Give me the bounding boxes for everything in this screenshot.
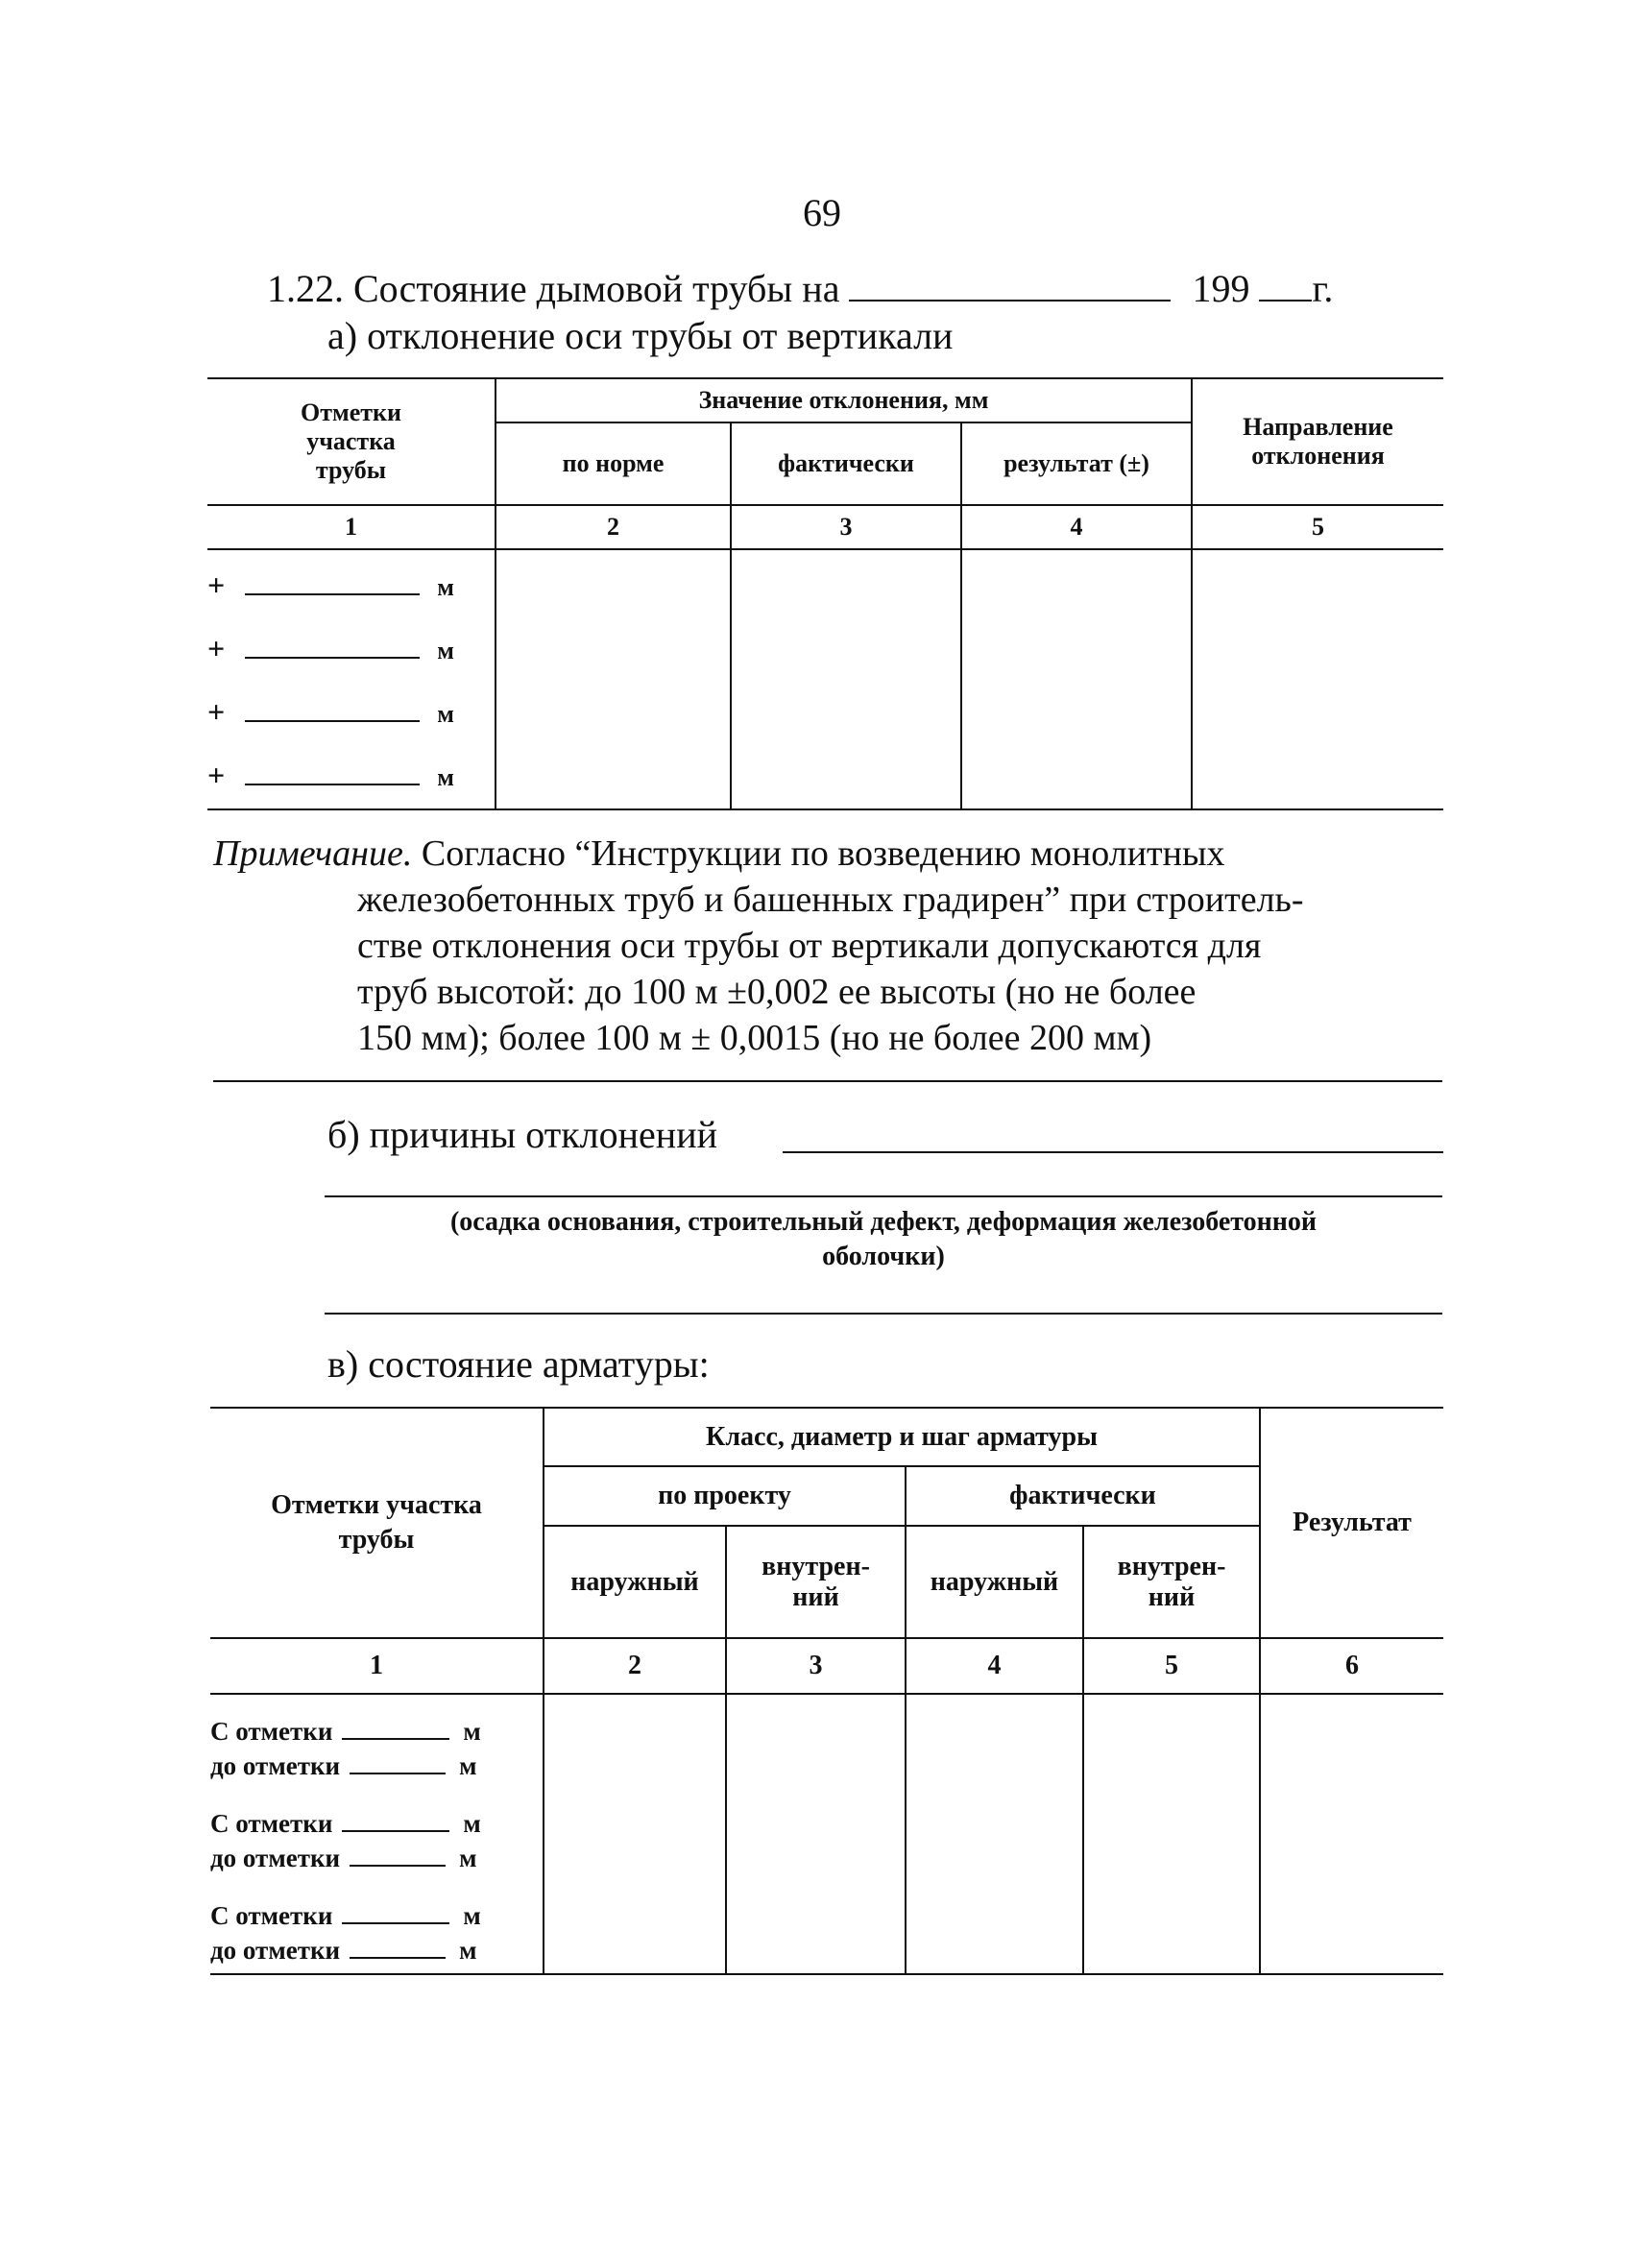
column-number: 5 <box>1083 1638 1260 1694</box>
col-header-inner: внутрен-ний <box>726 1526 906 1638</box>
note-label: Примечание. <box>213 833 413 874</box>
col-header-direction: Направление отклонения <box>1192 378 1443 505</box>
from-blank[interactable] <box>342 1738 449 1740</box>
to-blank[interactable] <box>350 1865 446 1867</box>
divider <box>213 1080 1442 1082</box>
note-line: 150 мм); более 100 м ± 0,0015 (но не более 200 мм) <box>357 1018 1152 1058</box>
part-a-title: а) отклонение оси трубы от вертикали <box>327 314 954 357</box>
column-number: 4 <box>961 505 1192 549</box>
reasons-hint: (осадка основания, строительный дефект, деформация железобетонной оболочки) <box>449 1207 1318 1271</box>
to-blank[interactable] <box>350 1957 446 1959</box>
row-marks-cell <box>207 549 496 809</box>
height-blank[interactable] <box>245 784 420 785</box>
actual-value-cell[interactable] <box>731 549 961 809</box>
col-header-marks: Отметки участка трубы <box>207 378 496 505</box>
project-outer-cell[interactable] <box>544 1694 726 1974</box>
note-line: стве отклонения оси трубы от вертикали допускаются для <box>357 926 1262 966</box>
column-number: 4 <box>906 1638 1083 1694</box>
range-mark: С отметки м до отметки м <box>210 1809 481 1872</box>
year-prefix: 199 <box>1192 267 1250 310</box>
col-header-project: по проекту <box>544 1466 906 1526</box>
note-block <box>213 831 1304 1061</box>
row-mark: + м <box>207 694 454 729</box>
col-header-result: результат (±) <box>961 422 1192 505</box>
range-marks-cell <box>210 1694 544 1974</box>
from-blank[interactable] <box>342 1922 449 1924</box>
col-header-norm: по норме <box>496 422 731 505</box>
col-header-inner: внутрен-ний <box>1083 1526 1260 1638</box>
row-mark: + м <box>207 631 454 665</box>
from-blank[interactable] <box>342 1830 449 1832</box>
section-heading-text: 1.22. Состояние дымовой трубы на <box>267 267 840 310</box>
page-number: 69 <box>803 191 841 234</box>
note-line: труб высотой: до 100 м ±0,002 ее высоты (но не более <box>357 972 1197 1012</box>
to-blank[interactable] <box>350 1773 446 1774</box>
column-number: 1 <box>207 505 496 549</box>
col-header-result: Результат <box>1260 1408 1443 1638</box>
part-c-title: в) состояние арматуры: <box>327 1342 710 1386</box>
col-header-outer: наружный <box>906 1526 1083 1638</box>
column-number: 6 <box>1260 1638 1443 1694</box>
row-mark: + м <box>207 758 454 792</box>
note-line: Согласно “Инструкции по возведению монолитных <box>421 833 1225 874</box>
reinforcement-table <box>210 1407 1443 1975</box>
column-number: 2 <box>496 505 731 549</box>
reasons-blank[interactable] <box>783 1151 1443 1153</box>
note-line: железобетонных труб и башенных градирен” при строитель- <box>357 880 1304 920</box>
col-header-marks: Отметки участка трубы <box>210 1408 544 1638</box>
height-blank[interactable] <box>245 657 420 659</box>
col-header-reinforcement: Класс, диаметр и шаг арматуры <box>544 1408 1260 1466</box>
deviation-table <box>207 377 1443 810</box>
column-number: 3 <box>726 1638 906 1694</box>
result-cell[interactable] <box>1260 1694 1443 1974</box>
norm-value-cell[interactable] <box>496 549 731 809</box>
year-suffix: г. <box>1312 267 1334 310</box>
actual-outer-cell[interactable] <box>906 1694 1083 1974</box>
col-header-deviation-value: Значение отклонения, мм <box>496 378 1192 422</box>
reasons-blank-line[interactable] <box>325 1195 1442 1197</box>
col-header-actual: фактически <box>731 422 961 505</box>
actual-inner-cell[interactable] <box>1083 1694 1260 1974</box>
section-heading <box>267 266 1333 311</box>
column-number: 2 <box>544 1638 726 1694</box>
year-blank[interactable] <box>1259 300 1312 302</box>
date-blank[interactable] <box>849 300 1171 302</box>
column-number: 1 <box>210 1638 544 1694</box>
range-mark: С отметки м до отметки м <box>210 1717 481 1780</box>
height-blank[interactable] <box>245 720 420 722</box>
row-mark: + м <box>207 567 454 602</box>
column-number: 3 <box>731 505 961 549</box>
col-header-actual: фактически <box>906 1466 1260 1526</box>
height-blank[interactable] <box>245 593 420 595</box>
result-value-cell[interactable] <box>961 549 1192 809</box>
direction-value-cell[interactable] <box>1192 549 1443 809</box>
reasons-blank-line[interactable] <box>325 1313 1442 1315</box>
project-inner-cell[interactable] <box>726 1694 906 1974</box>
range-mark: С отметки м до отметки м <box>210 1901 481 1965</box>
part-b-title: б) причины отклонений <box>327 1113 718 1156</box>
col-header-outer: наружный <box>544 1526 726 1638</box>
column-number: 5 <box>1192 505 1443 549</box>
